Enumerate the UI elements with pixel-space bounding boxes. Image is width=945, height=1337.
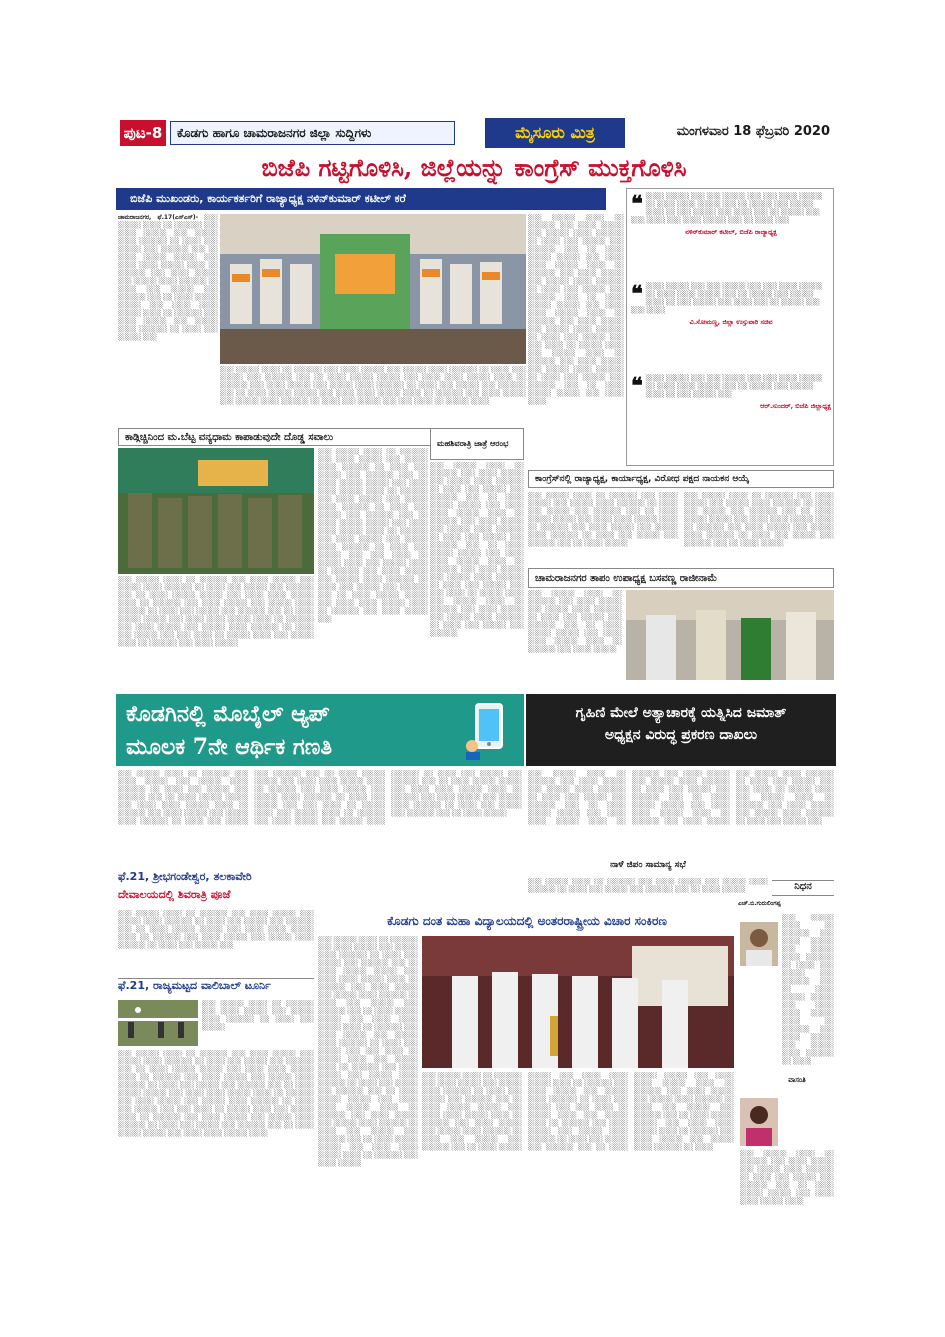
- congress-story-col-2: ░░░ ░░░░░ ░░░░ ░░ ░░░░░░ ░░░ ░░░░ ░░░░░ ░░░ ░░░░░ ░░░░ ░░░░░░ ░░ ░░░░ ░░░ ░░░░░ ░░░ ░░░░░░ ░░░ ░░ ░░░░ ░░░░░ ░░░░░ ░░░ ░░░░ ░░░░ ░░░░░ ░░░░ ░░ ░░░░░░ ░░░ ░░░░ ░░░░░ ░░░ ░░░░░ ░░░░ ░░░░░░ ░░ ░░░░ ░░░ ░░░░░ ░░░ ░░░░░░ ░░░ ░░ ░░░░ ░░░░░: [684, 492, 834, 547]
- obituary-body-1: ░░░ ░░░░░ ░░░░ ░░ ░░░░░░ ░░░ ░░░░ ░░░░░ ░░░ ░░░░░ ░░░░ ░░░░░░ ░░ ░░░░ ░░░ ░░░░░ ░░░ ░░░░░░ ░░░ ░░ ░░░░ ░░░░░ ░░░░░ ░░░ ░░░░ ░░░░ ░░░░░ ░░░░ ░░ ░░░░░░ ░░░ ░░░░ ░░░░░ ░░░ ░░░░░ ░░░░ ░░░░░░ ░░ ░░░░: [782, 914, 834, 1065]
- jamat-headline-2: ಅಧ್ಯಕ್ಷನ ವಿರುದ್ಧ ಪ್ರಕರಣ ದಾಖಲು: [604, 727, 758, 743]
- taluk-story-col-1: ░░░ ░░░░░ ░░░░ ░░ ░░░░░░ ░░░ ░░░░ ░░░░░ ░░░ ░░░░░ ░░░░ ░░░░░░ ░░ ░░░░ ░░░ ░░░░░ ░░░ ░░░░░░ ░░░ ░░ ░░░░ ░░░░░ ░░░░░ ░░░ ░░░░ ░░░░ ░░░░░ ░░░░ ░░ ░░░░░░ ░░░ ░░░░ ░░░░░: [528, 590, 622, 653]
- volleyball-body-1: ░░░ ░░░░░ ░░░░ ░░ ░░░░░░ ░░░ ░░░░ ░░░░░ ░░░ ░░░░░ ░░░░ ░░░░░░ ░░ ░░░░ ░░░ ░░░░░: [202, 1000, 314, 1031]
- congress-story-headline: ಕಾಂಗ್ರೆಸ್‌ನಲ್ಲಿ ರಾಜ್ಯಾಧ್ಯಕ್ಷ, ಕಾರ್ಯಾಧ್ಯಕ್ಷ, ವಿರೋಧ ಪಕ್ಷದ ನಾಯಕನ ಆಯ್ಕೆ: [528, 470, 834, 488]
- zp-meeting-body: ░░░ ░░░░░ ░░░░ ░░ ░░░░░░ ░░░ ░░░░ ░░░░░ ░░░ ░░░░░ ░░░░ ░░░░░░ ░░ ░░░░ ░░░ ░░░░░ ░░░ ░░░░░░ ░░░ ░░ ░░░░ ░░░░░: [528, 878, 768, 893]
- quote-mark-icon: ❝: [631, 373, 643, 399]
- dental-story-col-1: ░░░ ░░░░░ ░░░░ ░░ ░░░░░░ ░░░ ░░░░ ░░░░░ ░░░ ░░░░░ ░░░░ ░░░░░░ ░░ ░░░░ ░░░ ░░░░░ ░░░ ░░░░░░ ░░░ ░░ ░░░░ ░░░░░ ░░░░░ ░░░ ░░░░ ░░░░ ░░░░░ ░░░░ ░░ ░░░░░░ ░░░ ░░░░ ░░░░░ ░░░ ░░░░░ ░░░░ ░░░░░░ ░░ ░░░░ ░░░ ░░░░░ ░░░ ░░░░░░ ░░░ ░░ ░░░░ ░░░░░ ░░░░░ ░░░ ░░░░ ░░░░ ░░░░░ ░░░░ ░░ ░░░░░░ ░░░ ░░░░ ░░░░░ ░░░ ░░░░░ ░░░░ ░░░░░░ ░░ ░░░░ ░░░ ░░░░░ ░░░ ░░░ ░░░░ ░░ ░░░░░ ░░░░ ░░░ ░░░░░ ░░░░ ░░ ░░░░░░ ░░░ ░░░░ ░░░░░ ░░░ ░░░░░ ░░░░ ░░░░░░ ░░ ░░░░ ░░░ ░░░░░ ░░░ ░░░░░░ ░░░ ░░ ░░░░ ░░░░░ ░░░░░ ░░░ ░░░░ ░░░░ ░░░░░ ░░░░ ░░ ░░░░░░ ░░░ ░░░░ ░░░░░ ░░░ ░░░░░ ░░░░ ░░░░░░ ░░ ░░░░ ░░░ ░░░░░ ░░░ ░░░░░░ ░░░ ░░ ░░░░ ░░░░░ ░░░░░ ░░░ ░░░░ ░░░░ ░░░░░ ░░░░ ░░ ░░░░░░ ░░░ ░░░░ ░░░░░: [318, 936, 418, 1167]
- lead-headline: ಬಿಜೆಪಿ ಗಟ್ಟಿಗೊಳಿಸಿ, ಜಿಲ್ಲೆಯನ್ನು ಕಾಂಗ್ರೆಸ್ ಮುಕ್ತಗೊಳಿಸಿ: [261, 153, 687, 182]
- lead-story-col-1: ಚಾಮರಾಜನಗರ, ಫೆ.17(ಎಸ್‌ಎಸ್)- ░░░ ░░░░░ ░░░░ ░░ ░░░░░░ ░░░ ░░░░ ░░░░░ ░░░ ░░░░░ ░░░░ ░░░░░░ ░░ ░░░░ ░░░ ░░░░░ ░░░ ░░░░░░ ░░░ ░░ ░░░░ ░░░░░ ░░░░░ ░░░ ░░░░ ░░░░ ░░░░░ ░░░░ ░░ ░░░░░░ ░░░ ░░░░ ░░░░░ ░░░ ░░░░░ ░░░░ ░░░░░░ ░░ ░░░░ ░░░ ░░░░░ ░░░ ░░░░░░ ░░░ ░░ ░░░░ ░░░░░ ░░░░░ ░░░ ░░░░ ░░░░ ░░░░░ ░░░░ ░░ ░░░░░░ ░░░ ░░░░ ░░░░░ ░░░ ░░░░░ ░░░░ ░░░░░░ ░░ ░░░░ ░░░ ░░░░░ ░░░: [118, 214, 218, 341]
- volleyball-photo: [118, 1000, 198, 1046]
- mlbetta-story-col-1: ░░░ ░░░░░ ░░░░ ░░ ░░░░░░ ░░░ ░░░░ ░░░░░ ░░░ ░░░░░ ░░░░ ░░░░░░ ░░ ░░░░ ░░░ ░░░░░ ░░░ ░░░░░░ ░░░ ░░ ░░░░ ░░░░░ ░░░░░ ░░░ ░░░░ ░░░░ ░░░░░ ░░░░ ░░ ░░░░░░ ░░░ ░░░░ ░░░░░ ░░░ ░░░░░ ░░░░ ░░░░░░ ░░ ░░░░ ░░░ ░░░░░ ░░░ ░░░░░░ ░░░ ░░ ░░░░ ░░░░░ ░░░░░ ░░░ ░░░░ ░░░░ ░░░░░ ░░░░ ░░ ░░░░░░ ░░░ ░░░░ ░░░░░ ░░░ ░░░░░ ░░░░ ░░░░░░ ░░ ░░░░ ░░░ ░░░░░ ░░░ ░░░ ░░░░ ░░ ░░░░░ ░░░░ ░░░ ░░░░░ ░░░░ ░░ ░░░░░░ ░░░ ░░░░ ░░░░░: [118, 576, 314, 647]
- quote-3: ❝ ░░░░ ░░░░░ ░░░ ░░░ ░░░░░ ░░░ ░░░ ░░░░ ░░░░░ ░░ ░░░░ ░░░░ ░░░░░ ░░░ ░░ ░░░░░ ░░░ ░░░░░ ░░░░ ░░ ░░░ ░░░░░ ░░░ ಆರ್.ಸುಂದರ್, ಬಿಜೆಪಿ ಜಿಲ್ಲಾಧ್ಯಕ್ಷ: [631, 373, 831, 410]
- smartphone-icon: [462, 702, 516, 760]
- person-portrait-icon: [740, 922, 778, 966]
- jamat-story-body: ░░░ ░░░░░ ░░░░ ░░ ░░░░░░ ░░░ ░░░░ ░░░░░ ░░░ ░░░░░ ░░░░ ░░░░░░ ░░ ░░░░ ░░░ ░░░░░ ░░░ ░░░░░░ ░░░ ░░ ░░░░ ░░░░░ ░░░░░ ░░░ ░░░░ ░░░░ ░░░░░ ░░░░ ░░ ░░░░░░ ░░░ ░░░░ ░░░░░ ░░░ ░░░░░ ░░░░ ░░░░░░ ░░ ░░░░ ░░░ ░░░░░ ░░░ ░░░░░░ ░░░ ░░ ░░░░ ░░░░░ ░░░░░ ░░░ ░░░░ ░░░░ ░░░░░ ░░░░ ░░ ░░░░░░ ░░░ ░░░░ ░░░░░ ░░░ ░░░░░ ░░░░ ░░░░░░ ░░ ░░░░ ░░░ ░░░░░ ░░░ ░░░ ░░░░ ░░ ░░░░░ ░░░░ ░░░ ░░░░░ ░░░░ ░░ ░░░░░░ ░░░ ░░░░ ░░░░░ ░░░ ░░░░░ ░░░░ ░░░░░░ ░░ ░░░░ ░░░ ░░░░░ ░░░: [528, 770, 834, 825]
- person-portrait-icon: [740, 1098, 778, 1146]
- dental-story-photo: [422, 936, 734, 1068]
- shivaratri-body: ░░░ ░░░░░ ░░░░ ░░ ░░░░░░ ░░░ ░░░░ ░░░░░ ░░░ ░░░░░ ░░░░ ░░░░░░ ░░ ░░░░ ░░░ ░░░░░ ░░░ ░░░░░░ ░░░ ░░ ░░░░ ░░░░░ ░░░░░ ░░░ ░░░░ ░░░░ ░░░░░ ░░░░ ░░ ░░░░░░ ░░░ ░░░░ ░░░░░ ░░░ ░░░░░ ░░░░ ░░░░░░ ░░ ░░░░ ░░░ ░░░░░ ░░░: [118, 910, 314, 949]
- obituary-body-2: ░░░ ░░░░░ ░░░░ ░░ ░░░░░░ ░░░ ░░░░ ░░░░░ ░░░ ░░░░░ ░░░░ ░░░░░░ ░░ ░░░░ ░░░ ░░░░░ ░░░ ░░░░░░ ░░░ ░░ ░░░░ ░░░░░ ░░░░░ ░░░ ░░░░ ░░░░ ░░░░░ ░░░░: [740, 1150, 834, 1205]
- mlbetta-story-col-2: ░░░ ░░░░░ ░░░░ ░░ ░░░░░░ ░░░ ░░░░ ░░░░░ ░░░ ░░░░░ ░░░░ ░░░░░░ ░░ ░░░░ ░░░ ░░░░░ ░░░ ░░░░░░ ░░░ ░░ ░░░░ ░░░░░ ░░░░░ ░░░ ░░░░ ░░░░ ░░░░░ ░░░░ ░░ ░░░░░░ ░░░ ░░░░ ░░░░░ ░░░ ░░░░░ ░░░░ ░░░░░░ ░░ ░░░░ ░░░ ░░░░░ ░░░ ░░░░░░ ░░░ ░░ ░░░░ ░░░░░ ░░░░░ ░░░ ░░░░ ░░░░ ░░░░░ ░░░░ ░░ ░░░░░░ ░░░ ░░░░ ░░░░░ ░░░ ░░░░░ ░░░░ ░░░░░░ ░░ ░░░░ ░░░ ░░░░░ ░░░ ░░░ ░░░░ ░░ ░░░░░ ░░░░ ░░░ ░░░░░ ░░░░ ░░ ░░░░░░ ░░░ ░░░░ ░░░░░ ░░░ ░░░░░ ░░░░ ░░░░░░ ░░ ░░░░ ░░░ ░░░░░ ░░░ ░░░░░░ ░░░ ░░ ░░░░ ░░░░░ ░░░░░ ░░░ ░░░░ ░░░░ ░░░░░ ░░░░ ░░ ░░░░░░ ░░░ ░░░░ ░░░░░ ░░░: [318, 448, 428, 623]
- jatre-story-headline: ಮಹಶಿವರಾತ್ರಿ ಜಾತ್ರೆ ಆರಂಭ: [430, 428, 524, 460]
- taluk-story-photo: [626, 590, 834, 680]
- obituary-headline: ನಿಧನ: [772, 880, 834, 896]
- taluk-story-headline: ಚಾಮರಾಜನಗರ ತಾಪಂ ಉಪಾಧ್ಯಕ್ಷ ಬಸವಣ್ಣ ರಾಜೀನಾಮೆ: [528, 568, 834, 588]
- quote-1-attribution: ನಳಿನ್‌ಕುಮಾರ್ ಕಟೀಲ್, ಬಿಜೆಪಿ ರಾಜ್ಯಾಧ್ಯಕ್ಷ: [685, 228, 777, 236]
- forest-staff-photo: [118, 448, 314, 574]
- jamat-headline-box: [526, 694, 836, 766]
- zp-meeting-headline: ನಾಳೆ ಜಿಪಂ ಸಾಮಾನ್ಯ ಸಭೆ: [610, 860, 686, 870]
- quotes-box: [626, 188, 834, 466]
- obituary-name-2: ವಾಸಂತಿ: [788, 1076, 806, 1084]
- lead-story-col-3: ░░░ ░░░░░ ░░░░ ░░ ░░░░░░ ░░░ ░░░░ ░░░░░ ░░░ ░░░░░ ░░░░ ░░░░░░ ░░ ░░░░ ░░░ ░░░░░ ░░░ ░░░░░░ ░░░ ░░ ░░░░ ░░░░░ ░░░░░ ░░░ ░░░░ ░░░░ ░░░░░ ░░░░ ░░ ░░░░░░ ░░░ ░░░░ ░░░░░ ░░░ ░░░░░ ░░░░ ░░░░░░ ░░ ░░░░ ░░░ ░░░░░ ░░░ ░░░░░░ ░░░ ░░ ░░░░ ░░░░░ ░░░░░ ░░░ ░░░░ ░░░░ ░░░░░ ░░░░ ░░ ░░░░░░ ░░░ ░░░░ ░░░░░ ░░░ ░░░░░ ░░░░ ░░░░░░ ░░ ░░░░ ░░░ ░░░░░ ░░░ ░░░ ░░░░ ░░ ░░░░░ ░░░░ ░░░ ░░░░░ ░░░░ ░░ ░░░░░░ ░░░ ░░░░ ░░░░░ ░░░ ░░░░░ ░░░░ ░░░░░░ ░░ ░░░░ ░░░ ░░░░░ ░░░ ░░░░░░ ░░░ ░░ ░░░░ ░░░░░ ░░░░░ ░░░ ░░░░ ░░░░: [528, 214, 624, 405]
- lamp-lighting-photo: [422, 936, 734, 1068]
- congress-story-col-1: ░░░ ░░░░░ ░░░░ ░░ ░░░░░░ ░░░ ░░░░ ░░░░░ ░░░ ░░░░░ ░░░░ ░░░░░░ ░░ ░░░░ ░░░ ░░░░░ ░░░ ░░░░░░ ░░░ ░░ ░░░░ ░░░░░ ░░░░░ ░░░ ░░░░ ░░░░ ░░░░░ ░░░░ ░░ ░░░░░░ ░░░ ░░░░ ░░░░░ ░░░ ░░░░░ ░░░░ ░░░░░░ ░░ ░░░░ ░░░ ░░░░░ ░░░ ░░░░░░ ░░░ ░░ ░░░░ ░░░░░: [528, 492, 678, 547]
- shivaratri-headline-1: ಫೆ.21, ಶ್ರೀಭಗಂಡೇಶ್ವರ, ತಲಕಾವೇರಿ: [118, 870, 252, 883]
- lead-dateline: ಚಾಮರಾಜನಗರ, ಫೆ.17(ಎಸ್‌ಎಸ್)-: [118, 214, 199, 221]
- officials-photo: [626, 590, 834, 680]
- jamat-headline-1: ಗೃಹಿಣಿ ಮೇಲೆ ಅತ್ಯಾಚಾರಕ್ಕೆ ಯತ್ನಿಸಿದ ಜಮಾತ್: [575, 705, 787, 721]
- mlbetta-photo: [118, 448, 314, 574]
- lead-story-col-2: ░░░ ░░░░░ ░░░░ ░░ ░░░░░░ ░░░ ░░░░ ░░░░░ ░░░ ░░░░░ ░░░░ ░░░░░░ ░░ ░░░░ ░░░ ░░░░░ ░░░ ░░░░░░ ░░░ ░░ ░░░░ ░░░░░ ░░░░░ ░░░ ░░░░ ░░░░ ░░░░░ ░░░░ ░░ ░░░░░░ ░░░ ░░░░ ░░░░░ ░░░ ░░░░░ ░░░░ ░░░░░░ ░░ ░░░░ ░░░ ░░░░░ ░░░ ░░░░░░ ░░░ ░░ ░░░░ ░░░░░ ░░░░░ ░░░ ░░░░ ░░░░ ░░░░░ ░░░░ ░░ ░░░░░░ ░░░ ░░░░ ░░░░░ ░░░ ░░░░░ ░░░░ ░░░░░░ ░░ ░░░░ ░░░ ░░░░░ ░░░ ░░░ ░░░░ ░░ ░░░░░ ░░░░: [220, 366, 526, 405]
- obituary-photo-2: [740, 1098, 778, 1146]
- volleyball-court-photo: [118, 1000, 198, 1046]
- jatre-story-body: ░░░ ░░░░░ ░░░░ ░░ ░░░░░░ ░░░ ░░░░ ░░░░░ ░░░ ░░░░░ ░░░░ ░░░░░░ ░░ ░░░░ ░░░ ░░░░░ ░░░ ░░░░░░ ░░░ ░░ ░░░░ ░░░░░ ░░░░░ ░░░ ░░░░ ░░░░ ░░░░░ ░░░░ ░░ ░░░░░░ ░░░ ░░░░ ░░░░░ ░░░ ░░░░░ ░░░░ ░░░░░░ ░░ ░░░░ ░░░ ░░░░░ ░░░ ░░░░░░ ░░░ ░░ ░░░░ ░░░░░ ░░░░░ ░░░ ░░░░ ░░░░ ░░░░░ ░░░░ ░░ ░░░░░░ ░░░ ░░░░ ░░░░░ ░░░ ░░░░░ ░░░░ ░░░░░░ ░░ ░░░░ ░░░ ░░░░░ ░░░ ░░░ ░░░░ ░░ ░░░░░ ░░░░ ░░░ ░░░░░ ░░░░ ░░ ░░░░░░ ░░░ ░░░░ ░░░░░ ░░░ ░░░░░ ░░░░ ░░░░░░ ░░ ░░░░ ░░░ ░░░░░ ░░░ ░░░░░░: [430, 462, 524, 637]
- quote-2-attribution: ವಿ.ಸೋಮಣ್ಣ, ಜಿಲ್ಲಾ ಉಸ್ತುವಾರಿ ಸಚಿವ: [689, 318, 773, 326]
- volleyball-headline: ಫೆ.21, ರಾಜ್ಯಮಟ್ಟದ ವಾಲಿಬಾಲ್ ಟೂರ್ನಿ: [118, 978, 314, 996]
- mlbetta-story-headline: ಕಾಡ್ಗಿಚ್ಚಿನಿಂದ ಮ.ಬೆಟ್ಟ ವನ್ಯಧಾಮ ಕಾಪಾಡುವುದೇ ದೊಡ್ಡ ಸವಾಲು: [118, 428, 522, 446]
- shivaratri-headline-2: ದೇವಾಲಯದಲ್ಲಿ ಶಿವರಾತ್ರಿ ಪೂಜೆ: [118, 888, 231, 901]
- rally-stage-photo: [220, 214, 526, 364]
- quote-1: ❝ ░░░░ ░░░░░ ░░░ ░░░ ░░░░░ ░░░ ░░░ ░░░░ ░░░░░ ░░ ░░░░ ░░░░ ░░░░░ ░░░ ░░ ░░░░░ ░░░ ░░░░░ ░░░░ ░░ ░░░ ░░░░░ ░░░ ░░░░ ░░░ ░░ ░░░░░ ░░░ ░░░ ░░░░ ░░░ ░░░░ ░░░░░ ░░░ ░░ ░░░░ ░░░ ನಳಿನ್‌ಕುಮಾರ್ ಕಟೀಲ್, ಬಿಜೆಪಿ ರಾಜ್ಯಾಧ್ಯಕ್ಷ: [631, 193, 831, 279]
- lead-subhead: ಬಿಜೆಪಿ ಮುಖಂಡರು, ಕಾರ್ಯಕರ್ತರಿಗೆ ರಾಜ್ಯಾಧ್ಯಕ್ಷ ನಳಿನ್‌ಕುಮಾರ್ ಕಟೀಲ್ ಕರೆ: [116, 188, 606, 210]
- mobile-census-headline-1: ಕೊಡಗಿನಲ್ಲಿ ಮೊಬೈಲ್ ಆ್ಯಪ್: [126, 701, 330, 727]
- section-title: ಕೊಡಗು ಹಾಗೂ ಚಾಮರಾಜನಗರ ಜಿಲ್ಲಾ ಸುದ್ದಿಗಳು: [170, 121, 455, 145]
- shivaratri-headline-box: [118, 868, 314, 906]
- quote-3-attribution: ಆರ್.ಸುಂದರ್, ಬಿಜೆಪಿ ಜಿಲ್ಲಾಧ್ಯಕ್ಷ: [760, 402, 831, 410]
- obituary-photo-1: [740, 922, 778, 966]
- quote-2: ❝ ░░░░ ░░░░░ ░░░ ░░░ ░░░░░ ░░░ ░░░ ░░░░ ░░░░░ ░░ ░░░░ ░░░░ ░░░░░ ░░░ ░░ ░░░░░ ░░░ ░░░░░ ░░░░ ░░ ░░░ ░░░░░ ░░░ ░░░░ ░░░ ░░ ░░░░░ ░░░ ░░░ ░░░░ ವಿ.ಸೋಮಣ್ಣ, ಜಿಲ್ಲಾ ಉಸ್ತುವಾರಿ ಸಚಿವ: [631, 283, 831, 369]
- mobile-census-headline-2: ಮೂಲಕ 7ನೇ ಆರ್ಥಿಕ ಗಣತಿ: [126, 734, 333, 760]
- dental-college-headline: ಕೊಡಗು ದಂತ ಮಹಾ ವಿದ್ಯಾಲಯದಲ್ಲಿ ಅಂತರರಾಷ್ಟ್ರೀಯ ವಿಚಾರ ಸಂಕಿರಣ: [387, 914, 667, 928]
- page-number: ಪುಟ-8: [120, 120, 166, 146]
- mobile-census-body: ░░░ ░░░░░ ░░░░ ░░ ░░░░░░ ░░░ ░░░░ ░░░░░ ░░░ ░░░░░ ░░░░ ░░░░░░ ░░ ░░░░ ░░░ ░░░░░ ░░░ ░░░░░░ ░░░ ░░ ░░░░ ░░░░░ ░░░░░ ░░░ ░░░░ ░░░░ ░░░░░ ░░░░ ░░ ░░░░░░ ░░░ ░░░░ ░░░░░ ░░░ ░░░░░ ░░░░ ░░░░░░ ░░ ░░░░ ░░░ ░░░░░ ░░░ ░░░░░░ ░░░ ░░ ░░░░ ░░░░░ ░░░░░ ░░░ ░░░░ ░░░░ ░░░░░ ░░░░ ░░ ░░░░░░ ░░░ ░░░░ ░░░░░ ░░░ ░░░░░ ░░░░ ░░░░░░ ░░ ░░░░ ░░░ ░░░░░ ░░░ ░░░ ░░░░ ░░ ░░░░░ ░░░░ ░░░ ░░░░░ ░░░░ ░░ ░░░░░░ ░░░ ░░░░ ░░░░░ ░░░ ░░░░░ ░░░░ ░░░░░░ ░░ ░░░░ ░░░ ░░░░░ ░░░ ░░░░░░ ░░░ ░░ ░░░░ ░░░░░ ░░░░░ ░░░ ░░░░ ░░░░ ░░░░░ ░░░░ ░░ ░░░░░░ ░░░ ░░░░ ░░░░░ ░░░ ░░░░░ ░░░░ ░░░░░░ ░░ ░░░░ ░░░ ░░░░░ ░░░ ░░░░░░ ░░░ ░░ ░░░░ ░░░░░: [118, 770, 522, 825]
- quote-mark-icon: ❝: [631, 281, 643, 307]
- obituary-name-1: ಎಚ್.ಬಿ.ಗುರುಲಿಂಗಪ್ಪ: [738, 900, 781, 907]
- quote-mark-icon: ❝: [631, 191, 643, 217]
- newspaper-logo: ಮೈಸೂರು ಮಿತ್ರ: [485, 118, 625, 148]
- lead-photo: [220, 214, 526, 364]
- volleyball-body-2: ░░░ ░░░░░ ░░░░ ░░ ░░░░░░ ░░░ ░░░░ ░░░░░ ░░░ ░░░░░ ░░░░ ░░░░░░ ░░ ░░░░ ░░░ ░░░░░ ░░░ ░░░░░░ ░░░ ░░ ░░░░ ░░░░░ ░░░░░ ░░░ ░░░░ ░░░░ ░░░░░ ░░░░ ░░ ░░░░░░ ░░░ ░░░░ ░░░░░ ░░░ ░░░░░ ░░░░ ░░░░░░ ░░ ░░░░ ░░░ ░░░░░ ░░░ ░░░░░░ ░░░ ░░ ░░░░ ░░░░░ ░░░░░ ░░░ ░░░░ ░░░░ ░░░░░ ░░░░ ░░ ░░░░░░ ░░░ ░░░░ ░░░░░ ░░░ ░░░░░ ░░░░ ░░░░░░ ░░ ░░░░ ░░░ ░░░░░ ░░░ ░░░ ░░░░ ░░ ░░░░░ ░░░░ ░░░ ░░░░░ ░░░░ ░░ ░░░░░░ ░░░ ░░░░ ░░░░░ ░░░ ░░░░░ ░░░░ ░░░░░░ ░░ ░░░░ ░░░ ░░░░░ ░░░ ░░░░░░ ░░░ ░░ ░░░░ ░░░░░ ░░░░░ ░░░ ░░░░ ░░░░ ░░░░░ ░░░░: [118, 1050, 314, 1137]
- issue-date: ಮಂಗಳವಾರ 18 ಫೆಬ್ರವರಿ 2020: [676, 124, 830, 139]
- dental-story-body: ░░░ ░░░░░ ░░░░ ░░ ░░░░░░ ░░░ ░░░░ ░░░░░ ░░░ ░░░░░ ░░░░ ░░░░░░ ░░ ░░░░ ░░░ ░░░░░ ░░░ ░░░░░░ ░░░ ░░ ░░░░ ░░░░░ ░░░░░ ░░░ ░░░░ ░░░░ ░░░░░ ░░░░ ░░ ░░░░░░ ░░░ ░░░░ ░░░░░ ░░░ ░░░░░ ░░░░ ░░░░░░ ░░ ░░░░ ░░░ ░░░░░ ░░░ ░░░░░░ ░░░ ░░ ░░░░ ░░░░░ ░░░░░ ░░░ ░░░░ ░░░░ ░░░░░ ░░░░ ░░ ░░░░░░ ░░░ ░░░░ ░░░░░ ░░░ ░░░░░ ░░░░ ░░░░░░ ░░ ░░░░ ░░░ ░░░░░ ░░░ ░░░ ░░░░ ░░ ░░░░░ ░░░░ ░░░ ░░░░░ ░░░░ ░░ ░░░░░░ ░░░ ░░░░ ░░░░░ ░░░ ░░░░░ ░░░░ ░░░░░░ ░░ ░░░░ ░░░ ░░░░░ ░░░ ░░░░░░ ░░░ ░░ ░░░░ ░░░░░ ░░░░░ ░░░ ░░░░ ░░░░ ░░░░░ ░░░░ ░░ ░░░░░░ ░░░ ░░░░ ░░░░░ ░░░ ░░░░░ ░░░░ ░░░░░░ ░░ ░░░░ ░░░ ░░░░░ ░░░ ░░░░░░ ░░░ ░░ ░░░░ ░░░░░ ░░░░░ ░░░ ░░░░ ░░░░ ░░░░░ ░░░░ ░░ ░░░░░░ ░░░ ░░░░ ░░░░░ ░░░ ░░░░░ ░░░░ ░░░░░░ ░░ ░░░░: [422, 1072, 734, 1151]
